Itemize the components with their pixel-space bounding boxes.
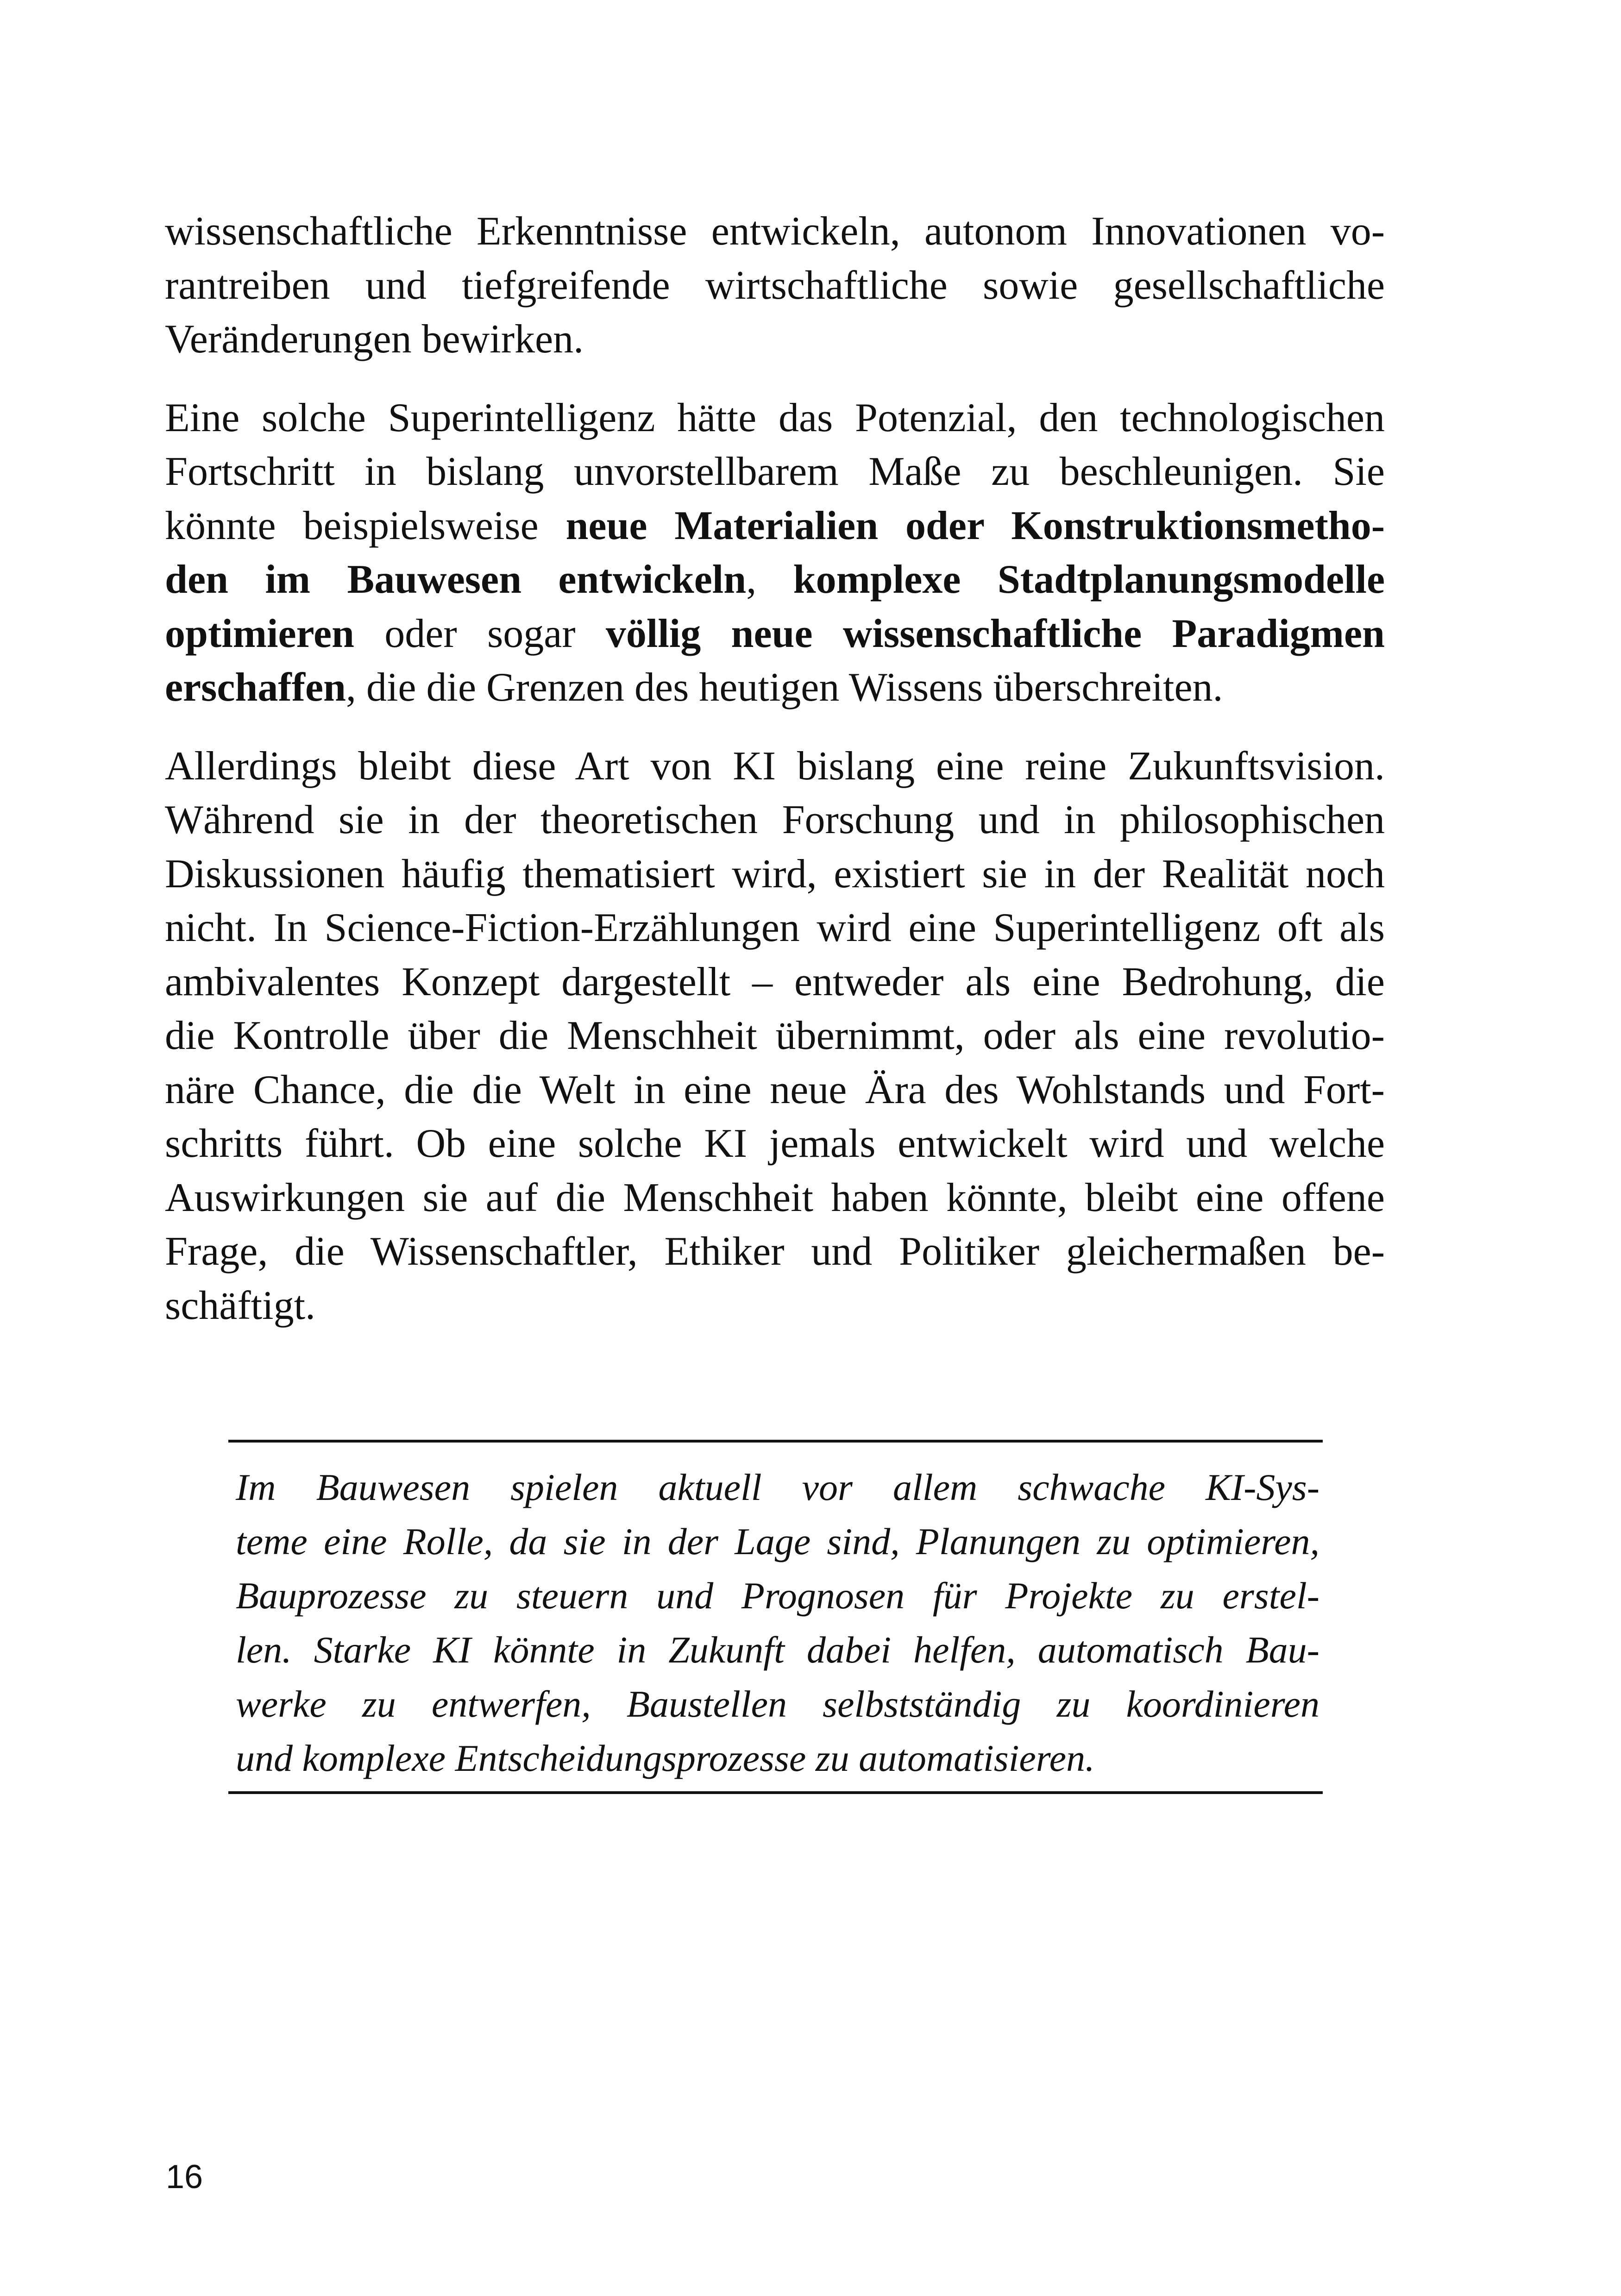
page-number: 16 bbox=[166, 2158, 203, 2196]
text-segment: Veränderungen bewirken. bbox=[165, 317, 584, 362]
bold-text: neue Materialien oder Konstruktionsmetho- bbox=[565, 503, 1385, 548]
bold-text: optimieren bbox=[165, 611, 354, 656]
text-line bbox=[165, 847, 1385, 902]
text-segment: Allerdings bleibt diese Art von KI bislang eine reine Zukunftsvision. bbox=[165, 743, 1385, 789]
text-line bbox=[165, 445, 1385, 499]
text-segment: näre Chance, die die Welt in eine neue Ära des Wohlstands und Fort- bbox=[165, 1067, 1385, 1112]
callout-line: Bauprozesse zu steuern und Prognosen für Projekte zu erstel- bbox=[236, 1575, 1319, 1617]
text-segment: schäftigt. bbox=[165, 1283, 316, 1328]
text-segment: wissenschaftliche Erkenntnisse entwickeln, autonom Innovationen vo- bbox=[165, 209, 1385, 254]
text-segment: Eine solche Superintelligenz hätte das Potenzial, den technologischen bbox=[165, 395, 1385, 440]
text-line bbox=[165, 499, 1385, 553]
text-segment: Auswirkungen sie auf die Menschheit haben könnte, bleibt eine offene bbox=[165, 1175, 1385, 1220]
paragraph bbox=[165, 391, 1385, 715]
text-segment: Während sie in der theoretischen Forschung und in philosophischen bbox=[165, 797, 1385, 842]
text-line bbox=[165, 1117, 1385, 1171]
callout-line: Im Bauwesen spielen aktuell vor allem schwache KI-Sys- bbox=[236, 1466, 1319, 1508]
text-segment: die Kontrolle über die Menschheit übernimmt, oder als eine revolutio- bbox=[165, 1013, 1385, 1058]
callout-box bbox=[228, 1440, 1323, 1794]
text-line bbox=[165, 1009, 1385, 1063]
bold-text: erschaffen bbox=[165, 665, 346, 710]
text-line bbox=[165, 1171, 1385, 1225]
text-line bbox=[165, 1063, 1385, 1117]
text-segment: Frage, die Wissenschaftler, Ethiker und Politiker gleichermaßen be- bbox=[165, 1229, 1385, 1274]
body-text bbox=[165, 205, 1385, 1357]
text-line bbox=[165, 259, 1385, 313]
text-segment: , bbox=[746, 557, 793, 602]
text-line bbox=[165, 793, 1385, 847]
callout-line: und komplexe Entscheidungsprozesse zu automatisieren. bbox=[236, 1737, 1095, 1779]
text-line bbox=[165, 661, 1385, 715]
text-segment: Diskussionen häufig thematisiert wird, existiert sie in der Realität noch bbox=[165, 851, 1385, 897]
bold-text: völlig neue wissenschaftliche Paradigmen bbox=[605, 611, 1385, 656]
text-segment: oder sogar bbox=[354, 611, 606, 656]
text-segment: schritts führt. Ob eine solche KI jemals entwickelt wird und welche bbox=[165, 1121, 1385, 1166]
callout-line: teme eine Rolle, da sie in der Lage sind, Planungen zu optimieren, bbox=[236, 1520, 1319, 1562]
text-line bbox=[165, 1279, 1385, 1333]
text-segment: nicht. In Science-Fiction-Erzählungen wird eine Superintelligenz oft als bbox=[165, 905, 1385, 950]
bold-text: komplexe Stadtplanungsmodelle bbox=[793, 557, 1385, 602]
text-line bbox=[165, 955, 1385, 1010]
text-line bbox=[165, 313, 1385, 367]
text-segment: rantreiben und tiefgreifende wirtschaftliche sowie gesellschaftliche bbox=[165, 263, 1385, 308]
text-segment: , die die Grenzen des heutigen Wissens überschreiten. bbox=[346, 665, 1223, 710]
callout-line: len. Starke KI könnte in Zukunft dabei helfen, automatisch Bau- bbox=[236, 1629, 1319, 1671]
paragraph bbox=[165, 740, 1385, 1333]
text-segment: könnte beispielsweise bbox=[165, 503, 566, 548]
bold-text: den im Bauwesen entwickeln bbox=[165, 557, 747, 602]
text-line bbox=[165, 205, 1385, 259]
text-segment: ambivalentes Konzept dargestellt – entweder als eine Bedrohung, die bbox=[165, 959, 1385, 1004]
text-line bbox=[165, 607, 1385, 661]
text-line bbox=[165, 901, 1385, 955]
text-line bbox=[165, 553, 1385, 607]
text-line bbox=[165, 1225, 1385, 1279]
text-line bbox=[165, 391, 1385, 445]
text-segment: Fortschritt in bislang unvorstellbarem Maße zu beschleunigen. Sie bbox=[165, 449, 1385, 494]
callout-line: werke zu entwerfen, Baustellen selbstständig zu koordinieren bbox=[236, 1683, 1319, 1725]
callout-text bbox=[236, 1460, 1319, 1785]
text-line bbox=[165, 740, 1385, 794]
paragraph bbox=[165, 205, 1385, 367]
